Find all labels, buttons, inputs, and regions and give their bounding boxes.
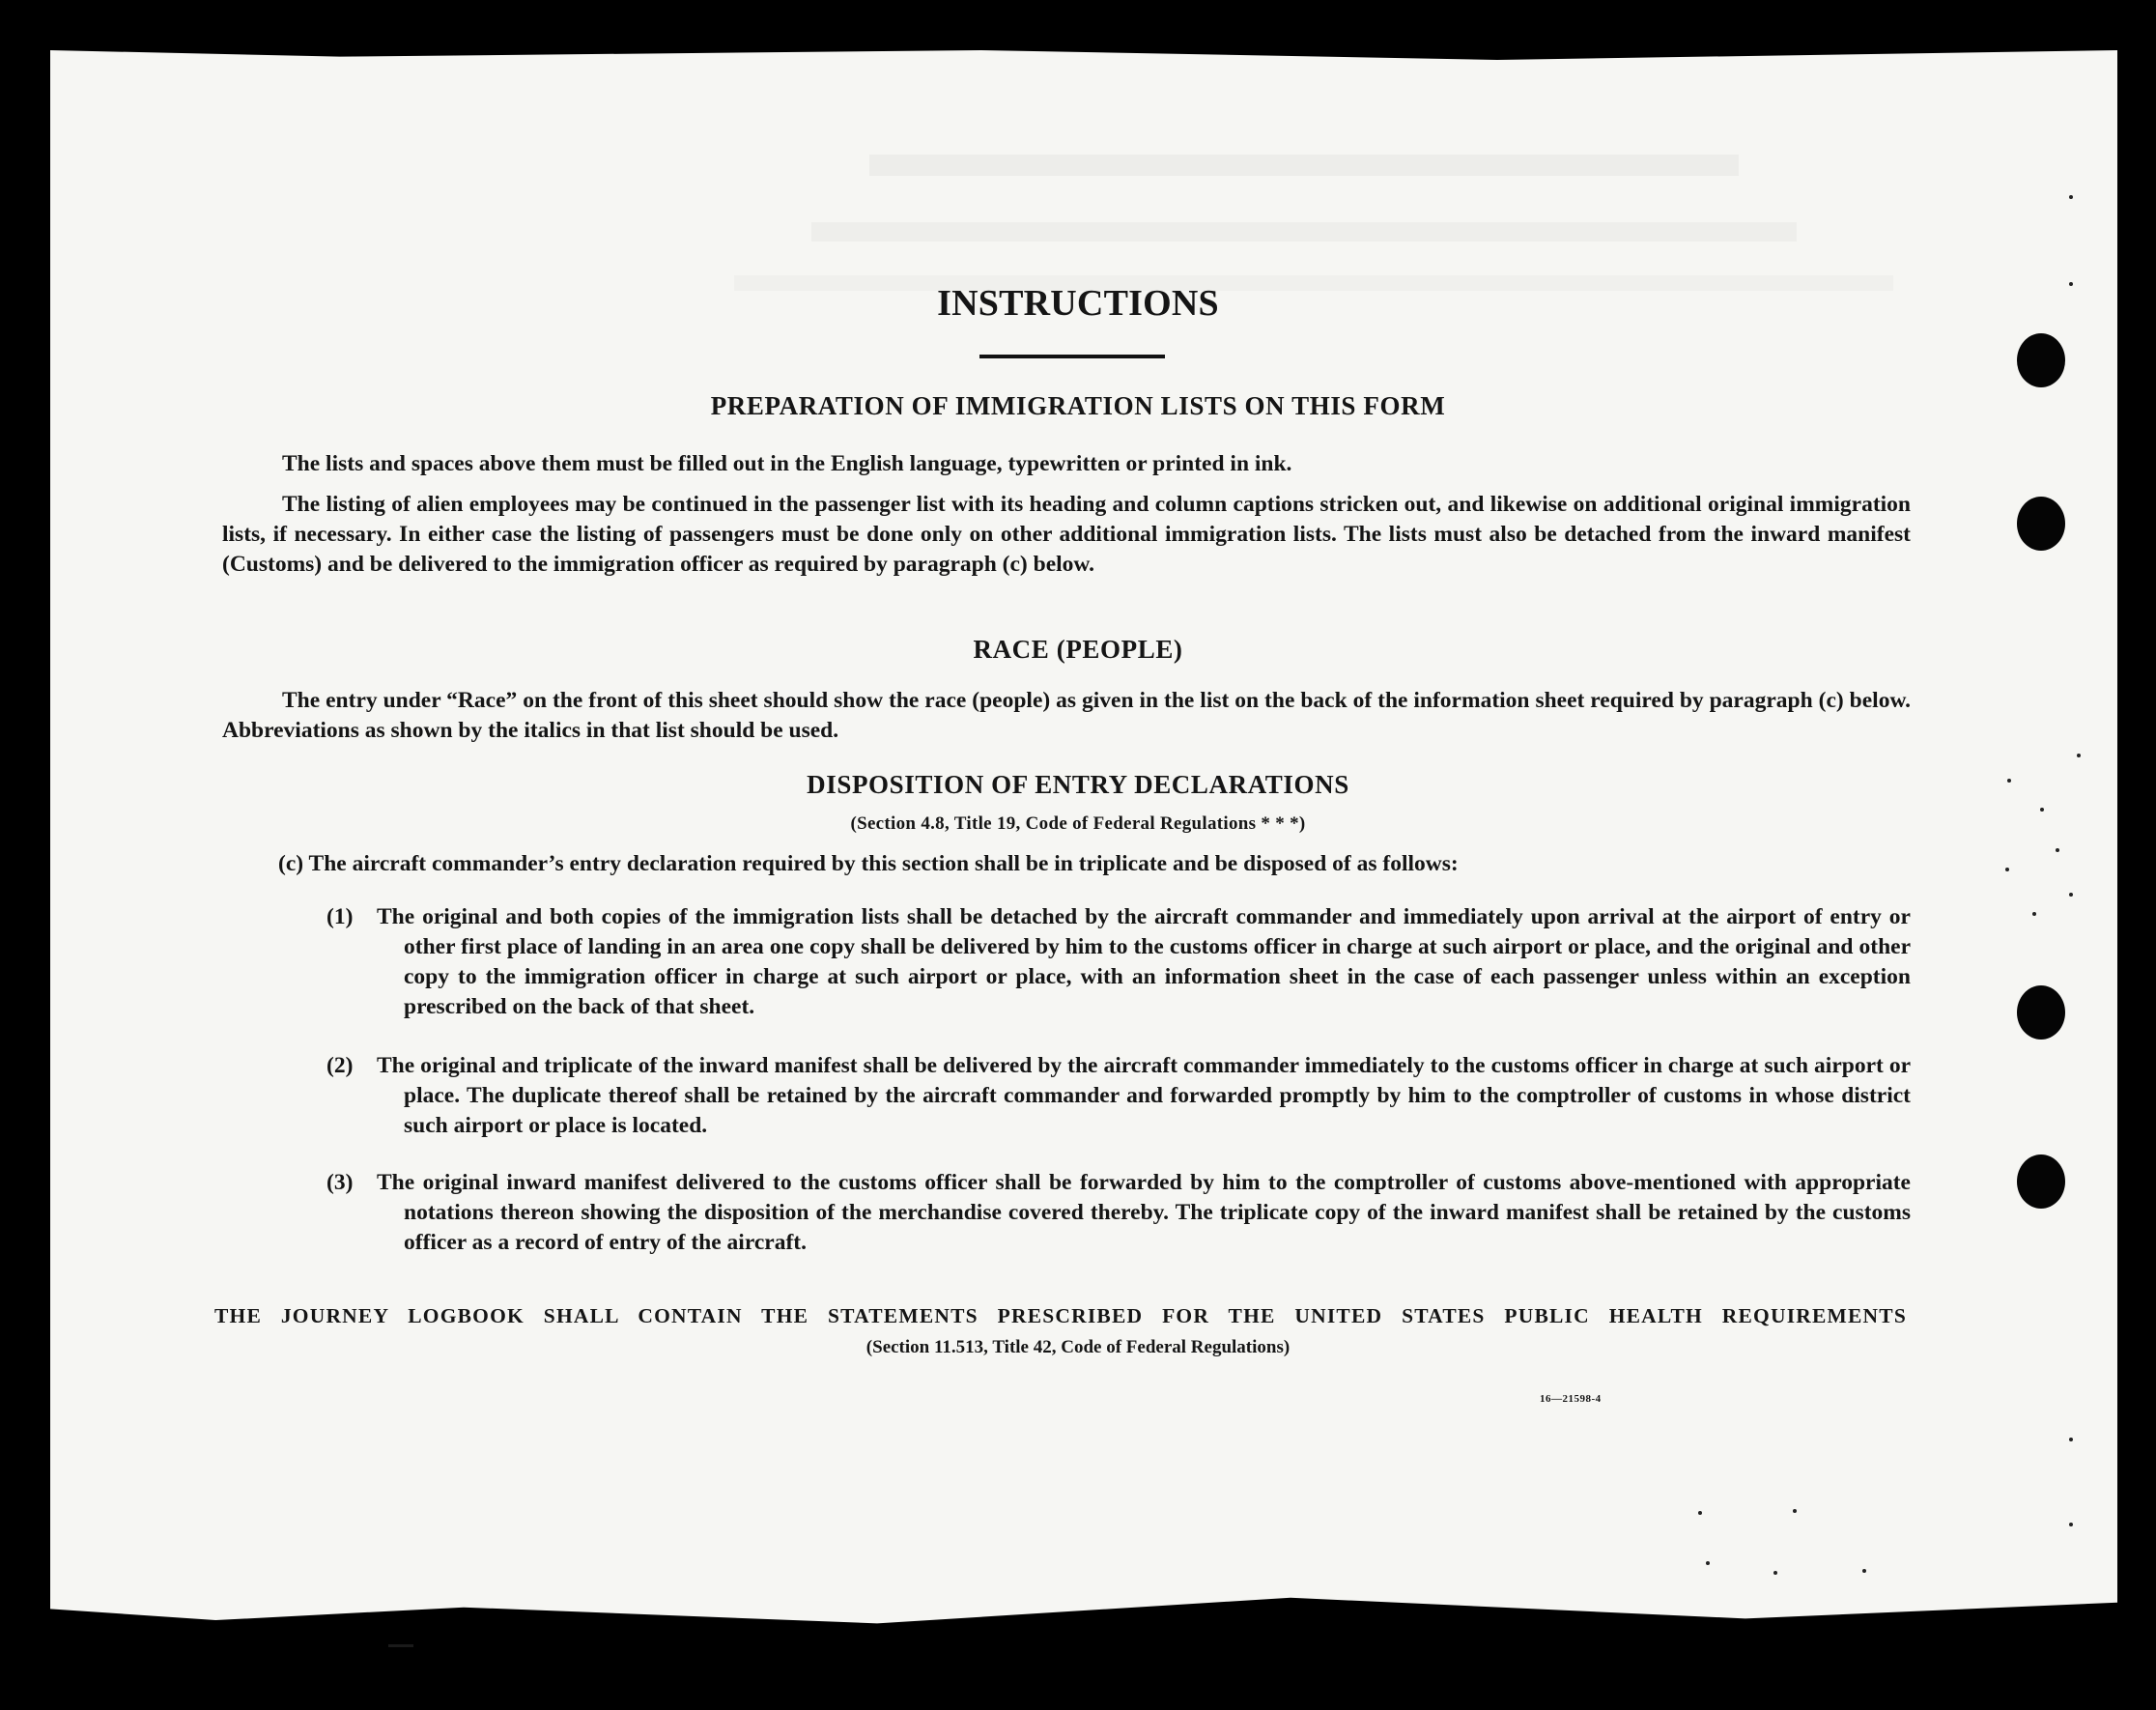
list-item [326,902,1911,1022]
logbook-citation: (Section 11.513, Title 42, Code of Federal Regulations) [865,1337,1291,1357]
paragraph-c-intro: (c) The aircraft commander’s entry declaration required by this section shall be in triplicate and be disposed of as follows: [278,851,1459,876]
page-title: INSTRUCTIONS [937,283,1219,324]
speck [2069,893,2073,897]
speck [1793,1509,1797,1513]
item-text: The original and triplicate of the inward manifest shall be delivered by the aircraft commander immediately to the customs officer in charge at such airport or place. The duplicate thereof shall be retained by the aircraft commander and forwarded promptly by him to the comptroller of customs in whose district such airport or place is located. [377,1053,1911,1138]
list-item [326,1168,1911,1258]
speck [2032,912,2036,916]
speck [2069,1438,2073,1441]
paragraph-language: The lists and spaces above them must be filled out in the English language, typewritten or printed in ink. [282,451,1292,476]
bleed-through-text [869,155,1739,176]
punch-hole [2017,1154,2065,1209]
paragraph-alien-employees: The listing of alien employees may be continued in the passenger list with its heading and column captions stricken out, and likewise on additional original immigration lists, if necessary. In either case the listing of passengers must be done only on other additional immigration lists. The lists must also be detached from the inward manifest (Customs) and be delivered to the immigration officer as required by paragraph (c) below. [222,492,1911,577]
disposition-citation: (Section 4.8, Title 19, Code of Federal Regulations * * *) [850,813,1306,834]
speck [2005,868,2009,871]
bleed-through-text [811,222,1797,242]
punch-hole [2017,985,2065,1040]
speck [1773,1571,1777,1575]
item-number: (3) [326,1170,354,1195]
speck [2069,195,2073,199]
list-item [326,1051,1911,1141]
item-number: (2) [326,1053,354,1078]
speck [2056,848,2059,852]
form-number: 16—21598-4 [1540,1393,1602,1405]
item-number: (1) [326,904,354,929]
section-heading-race: RACE (PEOPLE) [973,635,1183,664]
speck [2040,808,2044,812]
section-heading-preparation: PREPARATION OF IMMIGRATION LISTS ON THIS FORM [710,391,1446,420]
edge-scuff [388,1644,413,1647]
speck [2069,1523,2073,1526]
speck [1698,1511,1702,1515]
title-underline [979,355,1165,358]
logbook-statement: THE JOURNEY LOGBOOK SHALL CONTAIN THE STATEMENTS PRESCRIBED FOR THE UNITED STATES PUBLIC HEALTH REQUIREMENTS [214,1304,1907,1327]
speck [1862,1569,1866,1573]
item-text: The original and both copies of the immigration lists shall be detached by the aircraft commander and immediately upon arrival at the airport of entry or other first place of landing in an area one copy shall be delivered by him to the customs officer in charge at such airport or place, and the original and other copy to the immigration officer in charge at such airport or place, with an information sheet in the case of each passenger unless within an exception prescribed on the back of that sheet. [377,904,1911,1019]
punch-hole [2017,333,2065,387]
section-heading-disposition: DISPOSITION OF ENTRY DECLARATIONS [807,770,1349,799]
speck [2077,754,2081,757]
punch-hole [2017,497,2065,551]
item-text: The original inward manifest delivered to the customs officer shall be forwarded by him to the comptroller of customs above-mentioned with appropriate notations thereon showing the disposition of the merchandise covered thereby. The triplicate copy of the inward manifest shall be retained by the customs officer as a record of entry of the aircraft. [377,1170,1911,1255]
paragraph-race: The entry under “Race” on the front of this sheet should show the race (people) as given in the list on the back of the information sheet required by paragraph (c) below. Abbreviations as shown by the italics in that list should be used. [222,688,1911,743]
speck [1706,1561,1710,1565]
